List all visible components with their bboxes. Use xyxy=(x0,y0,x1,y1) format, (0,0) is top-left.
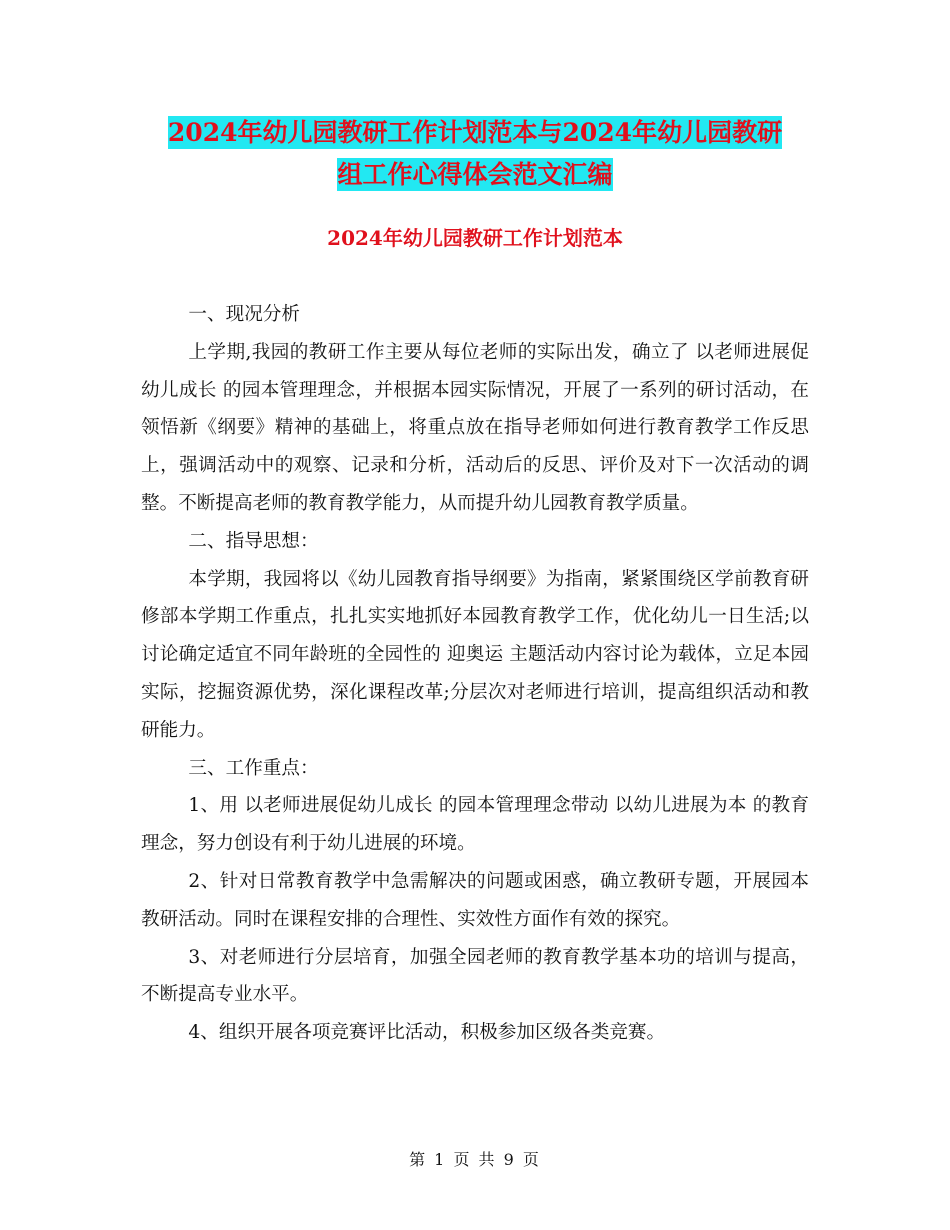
paragraph-guiding-ideology: 本学期，我园将以《幼儿园教育指导纲要》为指南，紧紧围绕区学前教育研修部本学期工作重点，扎扎实实地抓好本园教育教学工作，优化幼儿一日生活;以讨论确定适宜不同年龄班的全园性的 迎奥运 主题活动内容讨论为载体，立足本园实际，挖掘资源优势，深化课程改革;分层次对老师进行培训，提高组织活动和教研能力。 xyxy=(141,568,809,741)
heading-situation-analysis: 一、现况分析 xyxy=(188,304,300,325)
heading-work-focus: 三、工作重点： xyxy=(188,757,319,779)
list-item: 4、组织开展各项竞赛评比活动，积极参加区级各类竞赛。 xyxy=(188,1022,666,1044)
document-title-line-2 xyxy=(0,158,950,192)
document-body xyxy=(141,296,809,1052)
heading-guiding-ideology: 二、指导思想： xyxy=(188,530,319,552)
list-item: 3、对老师进行分层培育，加强全园老师的教育教学基本功的培训与提高，不断提高专业水平。 xyxy=(141,946,809,1006)
document-title-line-2-text: 组工作心得体会范文汇编 xyxy=(337,160,613,189)
section-title: 2024年幼儿园教研工作计划范本 xyxy=(327,226,623,250)
list-item: 2、针对日常教育教学中急需解决的问题或困惑，确立教研专题，开展园本教研活动。同时在课程安排的合理性、实效性方面作有效的探究。 xyxy=(141,870,809,930)
document-title-line-1-text: 2024年幼儿园教研工作计划范本与2024年幼儿园教研 xyxy=(167,118,783,147)
document-title-line-1 xyxy=(0,116,950,150)
paragraph-situation: 上学期,我园的教研工作主要从每位老师的实际出发，确立了 以老师进展促幼儿成长 的园本管理理念，并根据本园实际情况，开展了一系列的研讨活动，在领悟新《纲要》精神的基础上，将重点放在指导老师如何进行教育教学工作反思上，强调活动中的观察、记录和分析，活动后的反思、评价及对下一次活动的调整。不断提高老师的教育教学能力，从而提升幼儿园教育教学质量。 xyxy=(141,341,809,514)
list-item: 1、用 以老师进展促幼儿成长 的园本管理理念带动 以幼儿进展为本 的教育理念，努力创设有利于幼儿进展的环境。 xyxy=(141,795,809,855)
page-footer: 第 1 页 共 9 页 xyxy=(409,1150,541,1169)
